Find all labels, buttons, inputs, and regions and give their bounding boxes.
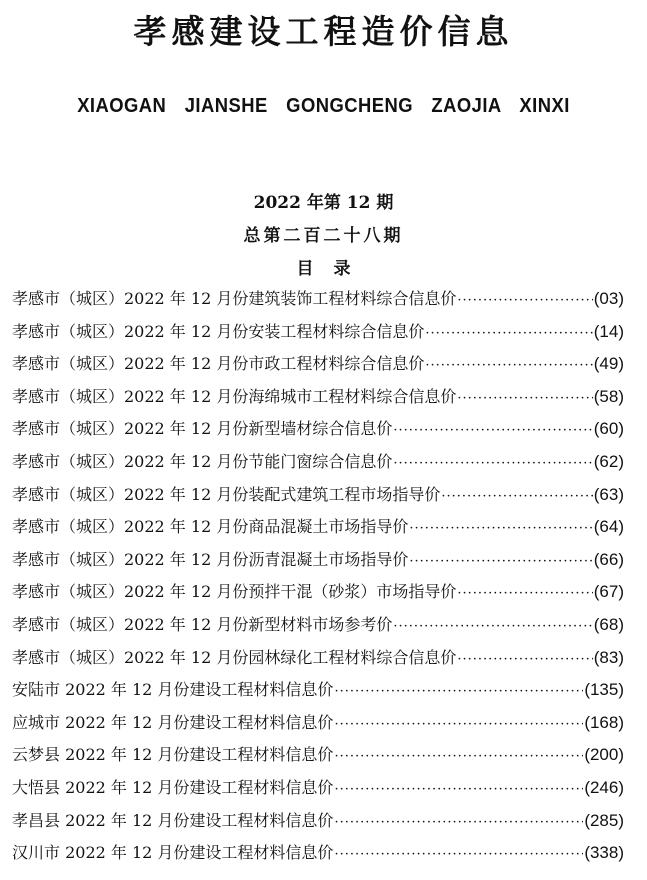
- toc-entry-title: 孝感市（城区）2022 年 12 月份园林绿化工程材料综合信息价: [12, 647, 457, 667]
- issue-number: 2022 年第 12 期: [253, 193, 394, 213]
- toc-entry-page: (135): [584, 680, 624, 700]
- toc-entry[interactable]: [12, 384, 624, 417]
- toc-entry-page: (03): [593, 289, 624, 308]
- toc-entry-title: 孝昌县 2022 年 12 月份建设工程材料信息价: [12, 810, 334, 830]
- toc-entry-title: 孝感市（城区）2022 年 12 月份节能门窗综合信息价: [12, 451, 393, 471]
- leader-dots: [334, 684, 583, 699]
- toc-entry[interactable]: [12, 677, 624, 710]
- toc-entry-title: 安陆市 2022 年 12 月份建设工程材料信息价: [12, 680, 334, 700]
- leader-dots: [457, 652, 592, 667]
- leader-dots: [393, 456, 592, 471]
- toc-entry-title: 孝感市（城区）2022 年 12 月份商品混凝土市场指导价: [12, 517, 409, 537]
- toc-entry-page: (14): [593, 321, 624, 341]
- toc-entry-page: (246): [584, 777, 624, 797]
- leader-dots: [425, 358, 592, 373]
- total-issue-number: 总第二百二十八期: [243, 226, 404, 246]
- toc-entry[interactable]: [12, 449, 624, 482]
- toc-heading: 目 录: [296, 259, 351, 279]
- toc-entry-title: 大悟县 2022 年 12 月份建设工程材料信息价: [12, 777, 334, 797]
- toc-entry-title: 汉川市 2022 年 12 月份建设工程材料信息价: [12, 843, 334, 863]
- toc-entry[interactable]: [12, 482, 624, 515]
- toc-entry[interactable]: [12, 319, 624, 352]
- leader-dots: [334, 749, 583, 764]
- toc-entry-title: 孝感市（城区）2022 年 12 月份沥青混凝土市场指导价: [12, 549, 409, 569]
- leader-dots: [393, 423, 592, 438]
- toc-entry-page: (66): [593, 549, 624, 569]
- toc-entry[interactable]: [12, 645, 624, 678]
- leader-dots: [441, 489, 592, 504]
- toc-entry-page: (60): [593, 419, 624, 439]
- table-of-contents: [12, 286, 624, 873]
- leader-dots: [334, 815, 583, 830]
- toc-entry[interactable]: [12, 579, 624, 612]
- leader-dots: [334, 847, 583, 862]
- toc-entry-title: 应城市 2022 年 12 月份建设工程材料信息价: [12, 712, 334, 732]
- toc-entry-title: 云梦县 2022 年 12 月份建设工程材料信息价: [12, 745, 334, 765]
- toc-entry-page: (68): [593, 614, 624, 634]
- toc-entry[interactable]: [12, 612, 624, 645]
- toc-entry[interactable]: [12, 775, 624, 808]
- toc-entry-title: 孝感市（城区）2022 年 12 月份建筑装饰工程材料综合信息价: [12, 289, 457, 308]
- toc-entry-page: (62): [593, 451, 624, 471]
- leader-dots: [457, 391, 592, 406]
- toc-entry-title: 孝感市（城区）2022 年 12 月份新型墙材综合信息价: [12, 419, 393, 439]
- toc-entry-page: (67): [593, 582, 624, 602]
- toc-entry[interactable]: [12, 710, 624, 743]
- leader-dots: [409, 554, 592, 569]
- toc-entry[interactable]: [12, 416, 624, 449]
- toc-entry-page: (64): [593, 517, 624, 537]
- toc-entry[interactable]: [12, 514, 624, 547]
- leader-dots: [334, 782, 583, 797]
- toc-entry-page: (338): [584, 843, 624, 863]
- toc-entry-page: (200): [584, 745, 624, 765]
- toc-entry-page: (83): [593, 647, 624, 667]
- leader-dots: [457, 586, 592, 601]
- toc-entry-title: 孝感市（城区）2022 年 12 月份安装工程材料综合信息价: [12, 321, 425, 341]
- toc-entry-title: 孝感市（城区）2022 年 12 月份海绵城市工程材料综合信息价: [12, 386, 457, 406]
- toc-entry-page: (49): [593, 354, 624, 374]
- toc-entry[interactable]: [12, 286, 624, 319]
- toc-entry[interactable]: [12, 742, 624, 775]
- toc-entry-title: 孝感市（城区）2022 年 12 月份预拌干混（砂浆）市场指导价: [12, 582, 457, 602]
- leader-dots: [457, 293, 592, 308]
- toc-entry[interactable]: [12, 351, 624, 384]
- leader-dots: [409, 521, 592, 536]
- leader-dots: [334, 717, 583, 732]
- document-title: 孝感建设工程造价信息: [133, 12, 514, 51]
- toc-entry-title: 孝感市（城区）2022 年 12 月份装配式建筑工程市场指导价: [12, 484, 441, 504]
- toc-entry-title: 孝感市（城区）2022 年 12 月份市政工程材料综合信息价: [12, 354, 425, 374]
- toc-entry-page: (285): [584, 810, 624, 830]
- toc-entry-page: (63): [593, 484, 624, 504]
- toc-entry[interactable]: [12, 808, 624, 841]
- leader-dots: [393, 619, 592, 634]
- toc-entry[interactable]: [12, 840, 624, 873]
- toc-entry-page: (168): [584, 712, 624, 732]
- document-subtitle-pinyin: XIAOGAN JIANSHE GONGCHENG ZAOJIA XINXI: [77, 95, 570, 117]
- toc-entry-title: 孝感市（城区）2022 年 12 月份新型材料市场参考价: [12, 614, 393, 634]
- toc-entry[interactable]: [12, 547, 624, 580]
- leader-dots: [425, 326, 592, 341]
- toc-entry-page: (58): [593, 386, 624, 406]
